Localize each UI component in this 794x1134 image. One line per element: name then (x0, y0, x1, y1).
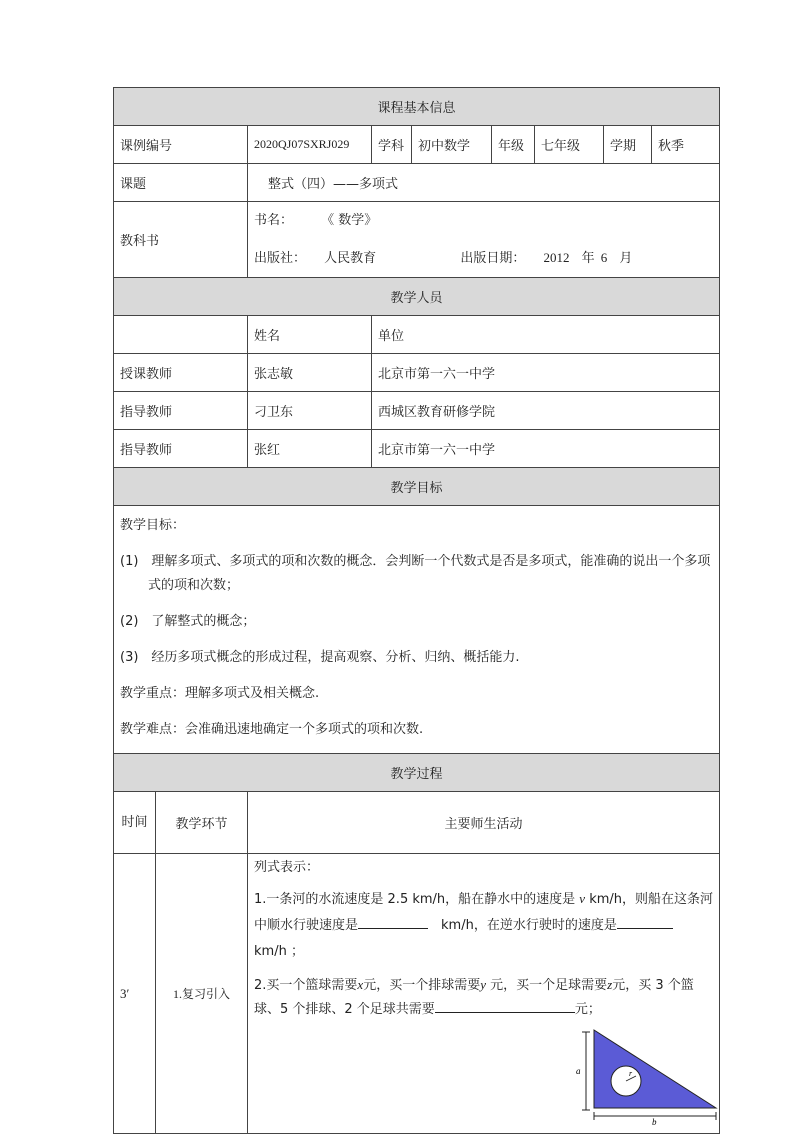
triangle-figure (570, 1026, 720, 1126)
question-1 (254, 886, 713, 973)
goal-item: (2) 了解整式的概念； (120, 614, 256, 629)
subject-value: 初中数学 (412, 126, 492, 164)
staff-role: 指导教师 (114, 392, 248, 430)
staff-name: 张红 (248, 430, 372, 468)
staff-row (114, 392, 720, 430)
topic-value: 整式（四）——多项式 (248, 164, 720, 202)
pub-date-label: 出版日期： (460, 251, 526, 266)
staff-empty-cell (114, 316, 248, 354)
textbook-details (248, 202, 720, 278)
book-name-label: 书名： (254, 213, 294, 228)
q2-var-z: z (607, 977, 613, 992)
row-stage: 1.复习引入 (156, 854, 248, 1134)
q1-var-v: v (579, 891, 586, 906)
q1-blank-2[interactable] (617, 916, 673, 929)
staff-col-unit: 单位 (372, 316, 720, 354)
staff-row (114, 430, 720, 468)
year-unit: 年 (581, 251, 595, 266)
key-point: 教学重点：理解多项式及相关概念. (120, 686, 320, 701)
label-a: a (576, 1066, 581, 1076)
q2-part-b: 元，买一个排球需要 (363, 978, 481, 993)
book-name-value: 《 数学》 (321, 213, 378, 228)
goals-content (114, 506, 720, 754)
col-time-header: 时间 (114, 792, 156, 854)
q1-part-d: km/h ； (254, 944, 304, 959)
staff-col-name: 姓名 (248, 316, 372, 354)
publisher-label: 出版社： (254, 251, 307, 266)
staff-name: 张志敏 (248, 354, 372, 392)
q2-blank[interactable] (435, 1000, 575, 1013)
process-header: 教学过程 (114, 754, 720, 792)
difficulty: 教学难点：会准确迅速地确定一个多项式的项和次数. (120, 722, 424, 737)
staff-unit: 北京市第一六一中学 (372, 430, 720, 468)
staff-role: 指导教师 (114, 430, 248, 468)
q1-part-c: km/h，在逆水行驶时的速度是 (441, 918, 617, 933)
month-unit: 月 (619, 251, 633, 266)
publisher-value: 人民教育 (324, 251, 377, 266)
goal-item: (1) 理解多项式、多项式的项和次数的概念．会判断一个代数式是否是多项式，能准确的说出一个多项式的项和次数； (120, 554, 711, 593)
topic-label: 课题 (114, 164, 248, 202)
q1-blank-1[interactable] (358, 916, 428, 929)
q2-part-c: 元，买一个足球需要 (490, 978, 608, 993)
q1-part-a: 1.一条河的水流速度是 2.5 km/h，船在静水中的速度是 (254, 892, 576, 907)
textbook-label: 教科书 (114, 202, 248, 278)
staff-row (114, 354, 720, 392)
pub-year: 2012 (543, 250, 570, 265)
lesson-table (113, 87, 720, 1134)
staff-name: 刁卫东 (248, 392, 372, 430)
course-info-header: 课程基本信息 (114, 88, 720, 126)
subject-label: 学科 (372, 126, 412, 164)
term-label: 学期 (604, 126, 652, 164)
publisher-line (254, 239, 713, 277)
pub-month: 6 (600, 250, 608, 265)
q2-part-d: 元，买 3 个篮球、5 个排球、2 个足球共需要 (254, 978, 694, 1017)
q2-var-y: y (480, 977, 486, 992)
goals-header: 教学目标 (114, 468, 720, 506)
grade-label: 年级 (492, 126, 535, 164)
col-activity-header: 主要师生活动 (248, 792, 720, 854)
code-label: 课例编号 (114, 126, 248, 164)
question-2 (254, 973, 713, 1022)
row-activity (248, 854, 720, 1134)
label-b: b (652, 1117, 657, 1126)
q2-var-x: x (357, 977, 364, 992)
goal-item: (3) 经历多项式概念的形成过程，提高观察、分析、归纳、概括能力. (120, 650, 520, 665)
col-stage-header: 教学环节 (156, 792, 248, 854)
grade-value: 七年级 (535, 126, 604, 164)
row-time: 3′ (114, 854, 156, 1134)
right-triangle (594, 1030, 716, 1108)
staff-header: 教学人员 (114, 278, 720, 316)
activity-intro: 列式表示： (254, 860, 320, 875)
book-name-line (254, 202, 713, 239)
code-value: 2020QJ07SXRJ029 (248, 126, 372, 164)
staff-unit: 北京市第一六一中学 (372, 354, 720, 392)
staff-unit: 西城区教育研修学院 (372, 392, 720, 430)
q2-part-a: 2.买一个篮球需要 (254, 978, 358, 993)
staff-role: 授课教师 (114, 354, 248, 392)
q1-part-b: km/h，则船在这条河中顺水行驶速度是 (254, 892, 714, 933)
q2-part-e: 元； (574, 1002, 601, 1017)
term-value: 秋季 (652, 126, 720, 164)
goals-intro: 教学目标： (120, 518, 186, 533)
label-r: r (629, 1069, 633, 1078)
